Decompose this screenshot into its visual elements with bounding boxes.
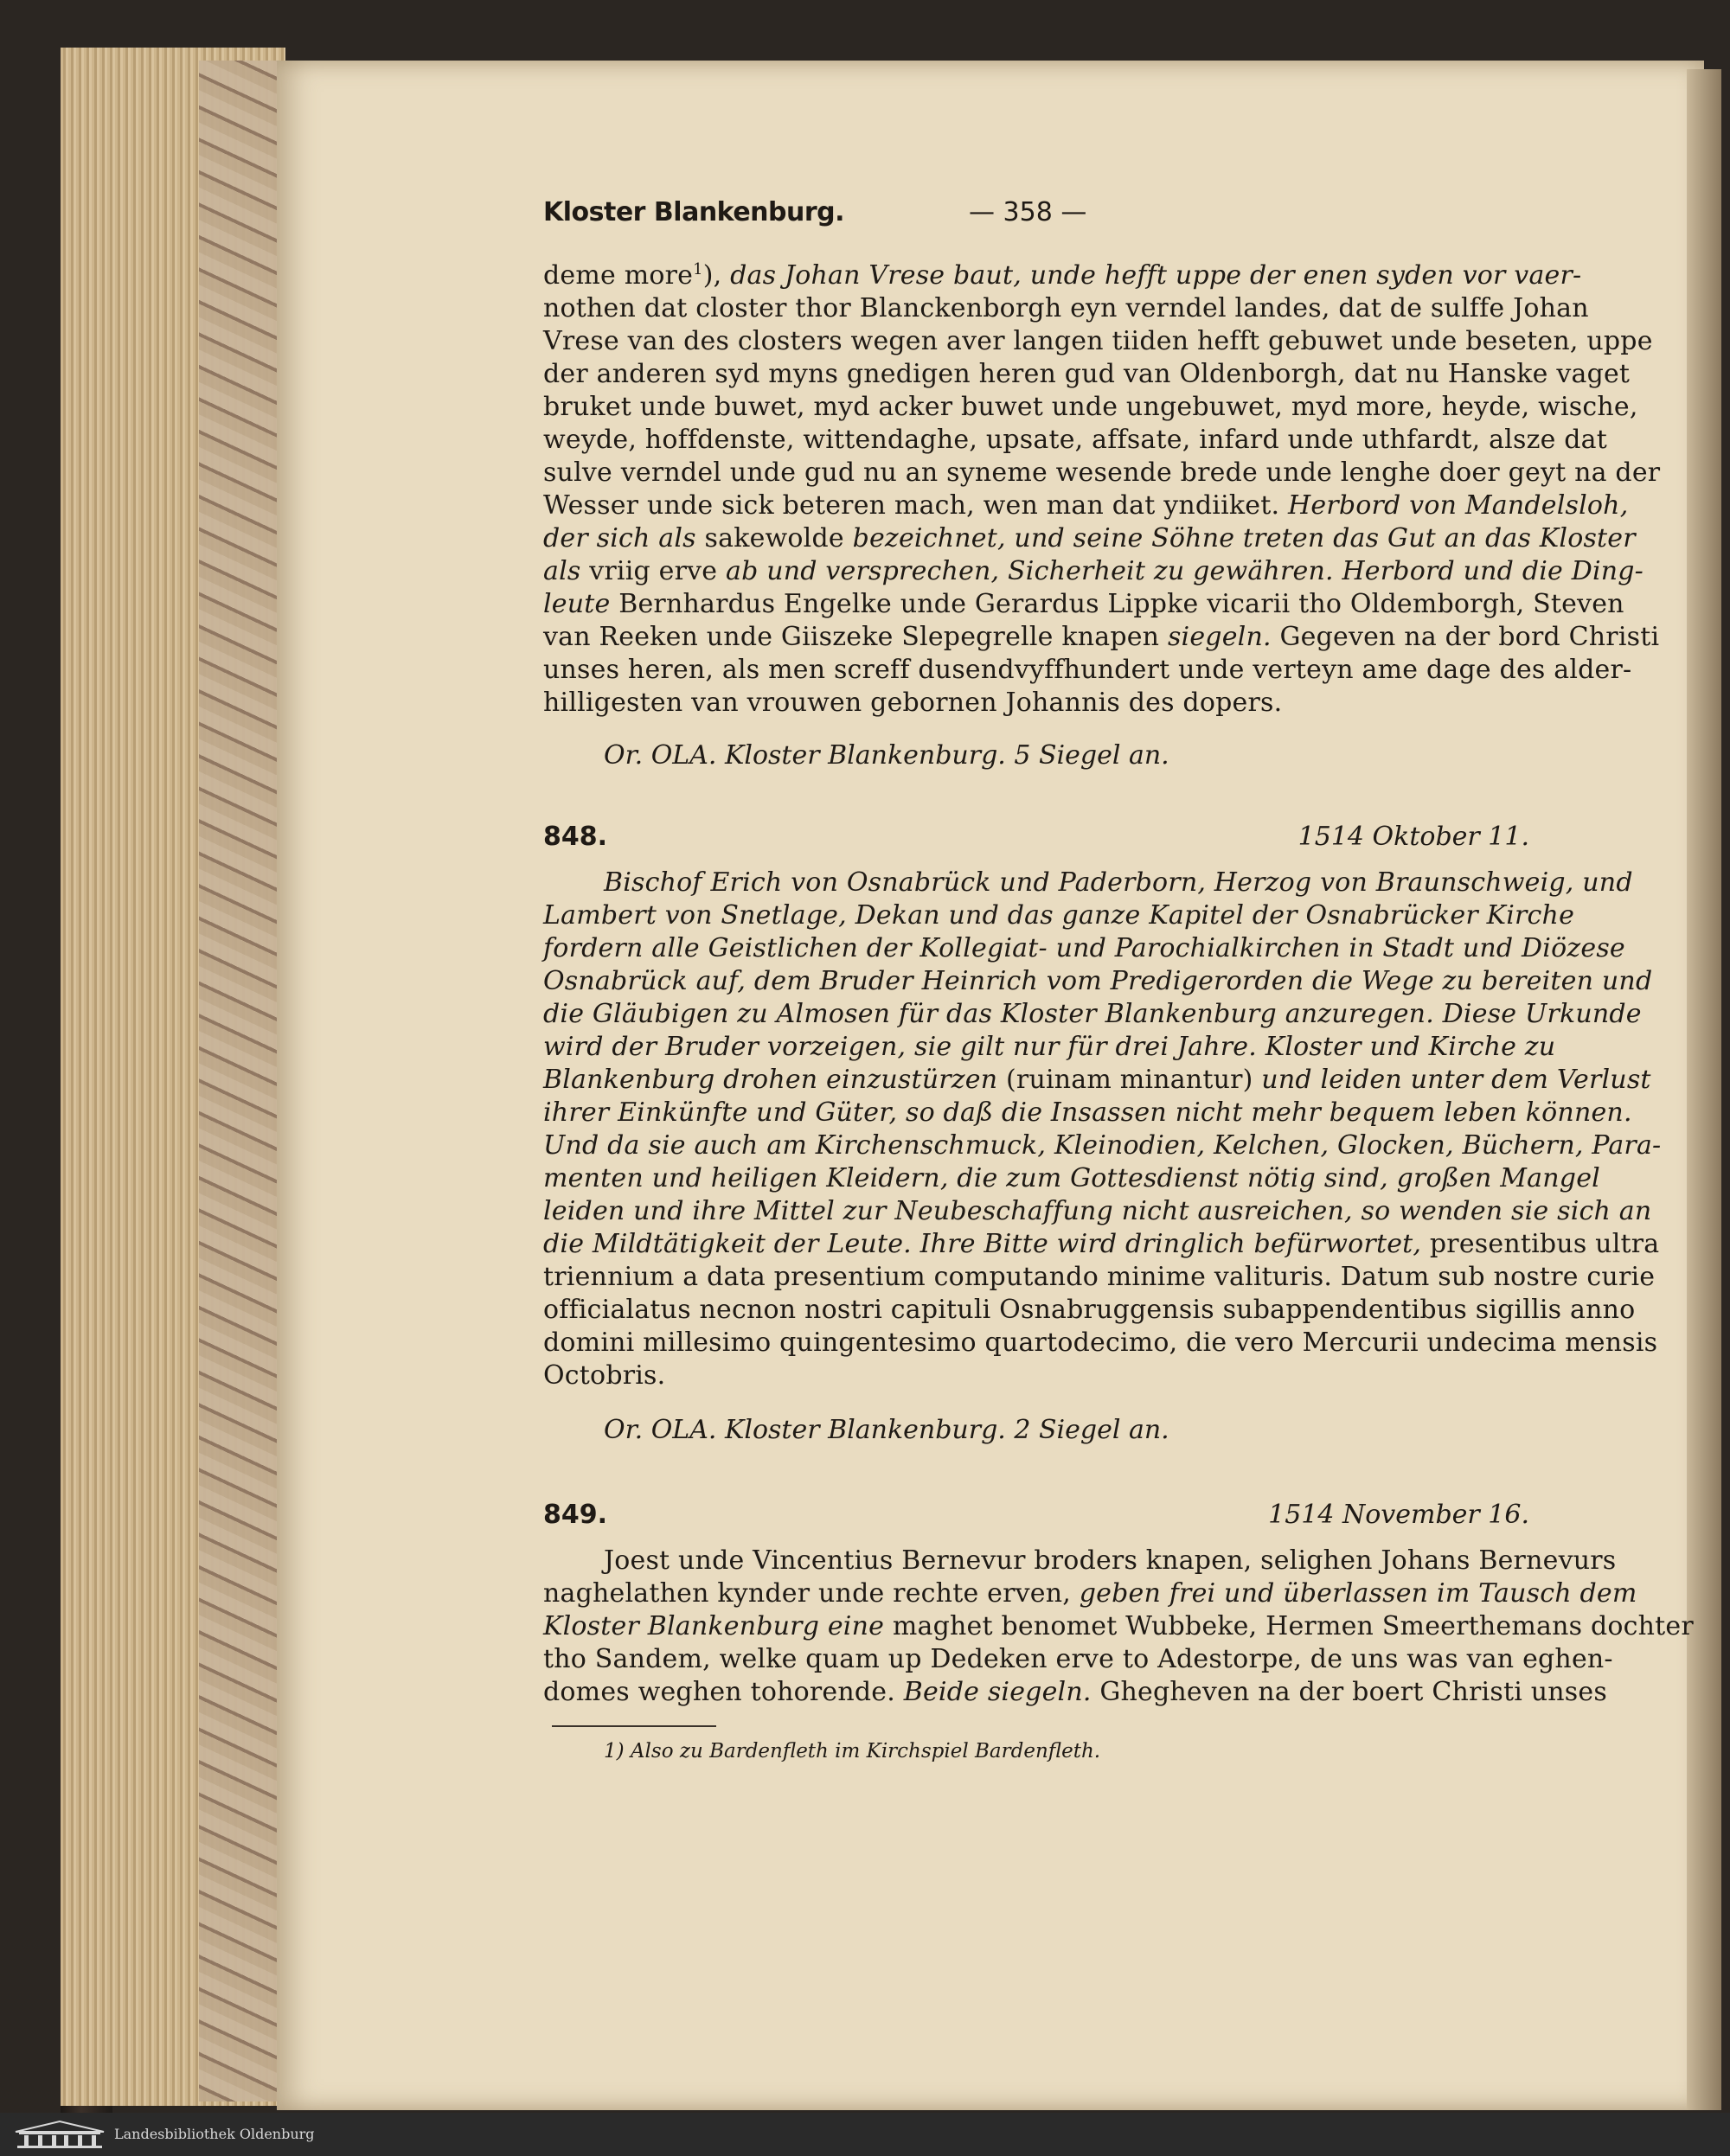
text-line: [543, 1228, 1660, 1261]
text-line: weyde, hoffdenste, wittendaghe, upsate, affsate, infard unde uthfardt, alsze dat: [543, 425, 1608, 455]
text-fragment: der sich als: [543, 523, 696, 553]
running-title: Kloster Blankenburg.: [543, 197, 845, 227]
document-number: 848.: [543, 822, 608, 852]
text-line: Bischof Erich von Osnabrück und Paderborn, Herzog von Braunschweig, und: [604, 867, 1633, 898]
text-line: domini millesimo quingentesimo quartodecimo, die vero Mercurii undecima mensis: [543, 1328, 1658, 1358]
text-line: Lambert von Snetlage, Dekan und das ganze Kapitel der Osnabrücker Kirche: [543, 900, 1575, 931]
text-line: ihrer Einkünfte und Güter, so daß die Insassen nicht mehr bequem leben können.: [543, 1097, 1632, 1128]
library-building-icon: [12, 2120, 107, 2149]
text-fragment: Wesser unde sick beteren mach, wen man dat yndiiket.: [543, 490, 1280, 521]
text-line: menten und heiligen Kleidern, die zum Gottesdienst nötig sind, großen Mangel: [543, 1163, 1600, 1193]
text-fragment: Beide siegeln.: [903, 1677, 1092, 1707]
footnote-mark: 1): [604, 1740, 625, 1763]
text-line: Osnabrück auf, dem Bruder Heinrich vom Predigerorden die Wege zu bereiten und: [543, 966, 1653, 996]
footnote-text: Also zu Bardenfleth im Kirchspiel Bardenfleth.: [630, 1740, 1101, 1763]
text-fragment: sakewolde: [704, 523, 844, 553]
page-number: — 358 —: [969, 197, 1087, 227]
text-fragment: deme more: [543, 260, 694, 291]
text-fragment: bezeichnet, und seine Söhne treten das Gut an das Kloster: [852, 523, 1636, 553]
text-fragment: ): [702, 260, 714, 291]
text-line: [543, 621, 1660, 654]
text-fragment: (ruinam minantur): [1006, 1065, 1253, 1095]
running-head: [543, 197, 1529, 232]
text-fragment: presentibus ultra: [1429, 1229, 1660, 1259]
text-line: unses heren, als men screff dusendvyffhundert unde verteyn ame dage des alder-: [543, 655, 1632, 685]
text-fragment: maghet benomet Wubbeke, Hermen Smeerthemans dochter: [892, 1611, 1694, 1641]
text-line: [543, 1676, 1607, 1709]
marbled-edge: [199, 61, 285, 2102]
text-fragment: domes weghen tohorende.: [543, 1677, 895, 1707]
text-line: [543, 1064, 1651, 1097]
text-line: Joest unde Vincentius Bernevur broders knapen, selighen Johans Bernevurs: [604, 1545, 1617, 1576]
text-fragment: naghelathen kynder unde rechte erven,: [543, 1578, 1071, 1609]
document-number: 849.: [543, 1500, 608, 1530]
text-fragment: das Johan Vrese baut, unde hefft uppe der enen syden vor vaer-: [730, 260, 1582, 291]
text-fragment: vriig erve: [589, 556, 718, 586]
text-line: der anderen syd myns gnedigen heren gud van Oldenborgh, dat nu Hanske vaget: [543, 359, 1631, 389]
text-line: fordern alle Geistlichen der Kollegiat- und Parochialkirchen in Stadt und Diözese: [543, 933, 1625, 963]
text-fragment: Ghegheven na der boert Christi unses: [1099, 1677, 1607, 1707]
text-fragment: Herbord von Mandelsloh,: [1287, 490, 1629, 521]
text-line: [543, 489, 1629, 522]
text-fragment: die Mildtätigkeit der Leute. Ihre Bitte wird dringlich befürwortet,: [543, 1229, 1422, 1259]
text-line: triennium a data presentium computando minime valituris. Datum sub nostre curie: [543, 1262, 1656, 1292]
text-line: Octobris.: [543, 1360, 666, 1391]
source-note: Or. OLA. Kloster Blankenburg. 5 Siegel an.: [604, 740, 1169, 771]
text-line: [543, 522, 1636, 555]
text-line: die Gläubigen zu Almosen für das Kloster Blankenburg anzuregen. Diese Urkunde: [543, 999, 1642, 1029]
text-fragment: Kloster Blankenburg eine: [543, 1611, 885, 1641]
text-fragment: Blankenburg drohen einzustürzen: [543, 1065, 998, 1095]
facing-page-edge: [1687, 69, 1721, 2110]
text-fragment: und leiden unter dem Verlust: [1261, 1065, 1651, 1095]
text-fragment: geben frei und überlassen im Tausch dem: [1079, 1578, 1637, 1609]
footnote-rule: [552, 1725, 716, 1727]
text-line: [543, 588, 1624, 621]
text-fragment: van Reeken unde Giiszeke Slepegrelle knapen: [543, 622, 1160, 652]
text-line: sulve verndel unde gud nu an syneme wesende brede unde lenghe doer geyt na der: [543, 457, 1661, 488]
text-line: hilligesten van vrouwen gebornen Johannis des dopers.: [543, 688, 1283, 718]
text-line: nothen dat closter thor Blanckenborgh eyn verndel landes, dat de sulffe Johan: [543, 293, 1589, 323]
text-line: tho Sandem, welke quam up Dedeken erve to Adestorpe, de uns was van eghen-: [543, 1644, 1613, 1674]
library-name: Landesbibliothek Oldenburg: [114, 2126, 315, 2142]
footnote: [604, 1740, 1100, 1763]
text-fragment: als: [543, 556, 581, 586]
footnote-mark: 1: [693, 260, 703, 278]
text-fragment: Bernhardus Engelke unde Gerardus Lippke vicarii tho Oldemborgh, Steven: [618, 589, 1624, 619]
text-line: deme more$^1$), das Johan Vrese baut, unde hefft uppe der enen syden vor vaer-: [543, 260, 1582, 291]
text-fragment: Gegeven na der bord Christi: [1279, 622, 1660, 652]
viewer-footer: [0, 2113, 1730, 2156]
text-line: [543, 1577, 1637, 1610]
text-fragment: ab und versprechen, Sicherheit zu gewähren. Herbord und die Ding-: [726, 556, 1644, 586]
source-note: Or. OLA. Kloster Blankenburg. 2 Siegel an.: [604, 1415, 1169, 1445]
text-line: wird der Bruder vorzeigen, sie gilt nur für drei Jahre. Kloster und Kirche zu: [543, 1032, 1556, 1062]
text-line: [543, 555, 1644, 588]
text-line: leiden und ihre Mittel zur Neubeschaffung nicht ausreichen, so wenden sie sich an: [543, 1196, 1652, 1226]
text-fragment: leute: [543, 589, 611, 619]
text-line: Und da sie auch am Kirchenschmuck, Kleinodien, Kelchen, Glocken, Büchern, Para-: [543, 1130, 1662, 1161]
text-line: [543, 1610, 1694, 1643]
text-line: officialatus necnon nostri capituli Osnabruggensis subappendentibus sigillis anno: [543, 1295, 1636, 1325]
document-date: 1514 November 16.: [1268, 1500, 1529, 1530]
text-line: Vrese van des closters wegen aver langen tiiden hefft gebuwet unde beseten, uppe: [543, 326, 1653, 356]
text-fragment: siegeln.: [1167, 622, 1272, 652]
text-line: bruket unde buwet, myd acker buwet unde ungebuwet, myd more, heyde, wische,: [543, 392, 1638, 422]
document-date: 1514 Oktober 11.: [1298, 822, 1529, 852]
